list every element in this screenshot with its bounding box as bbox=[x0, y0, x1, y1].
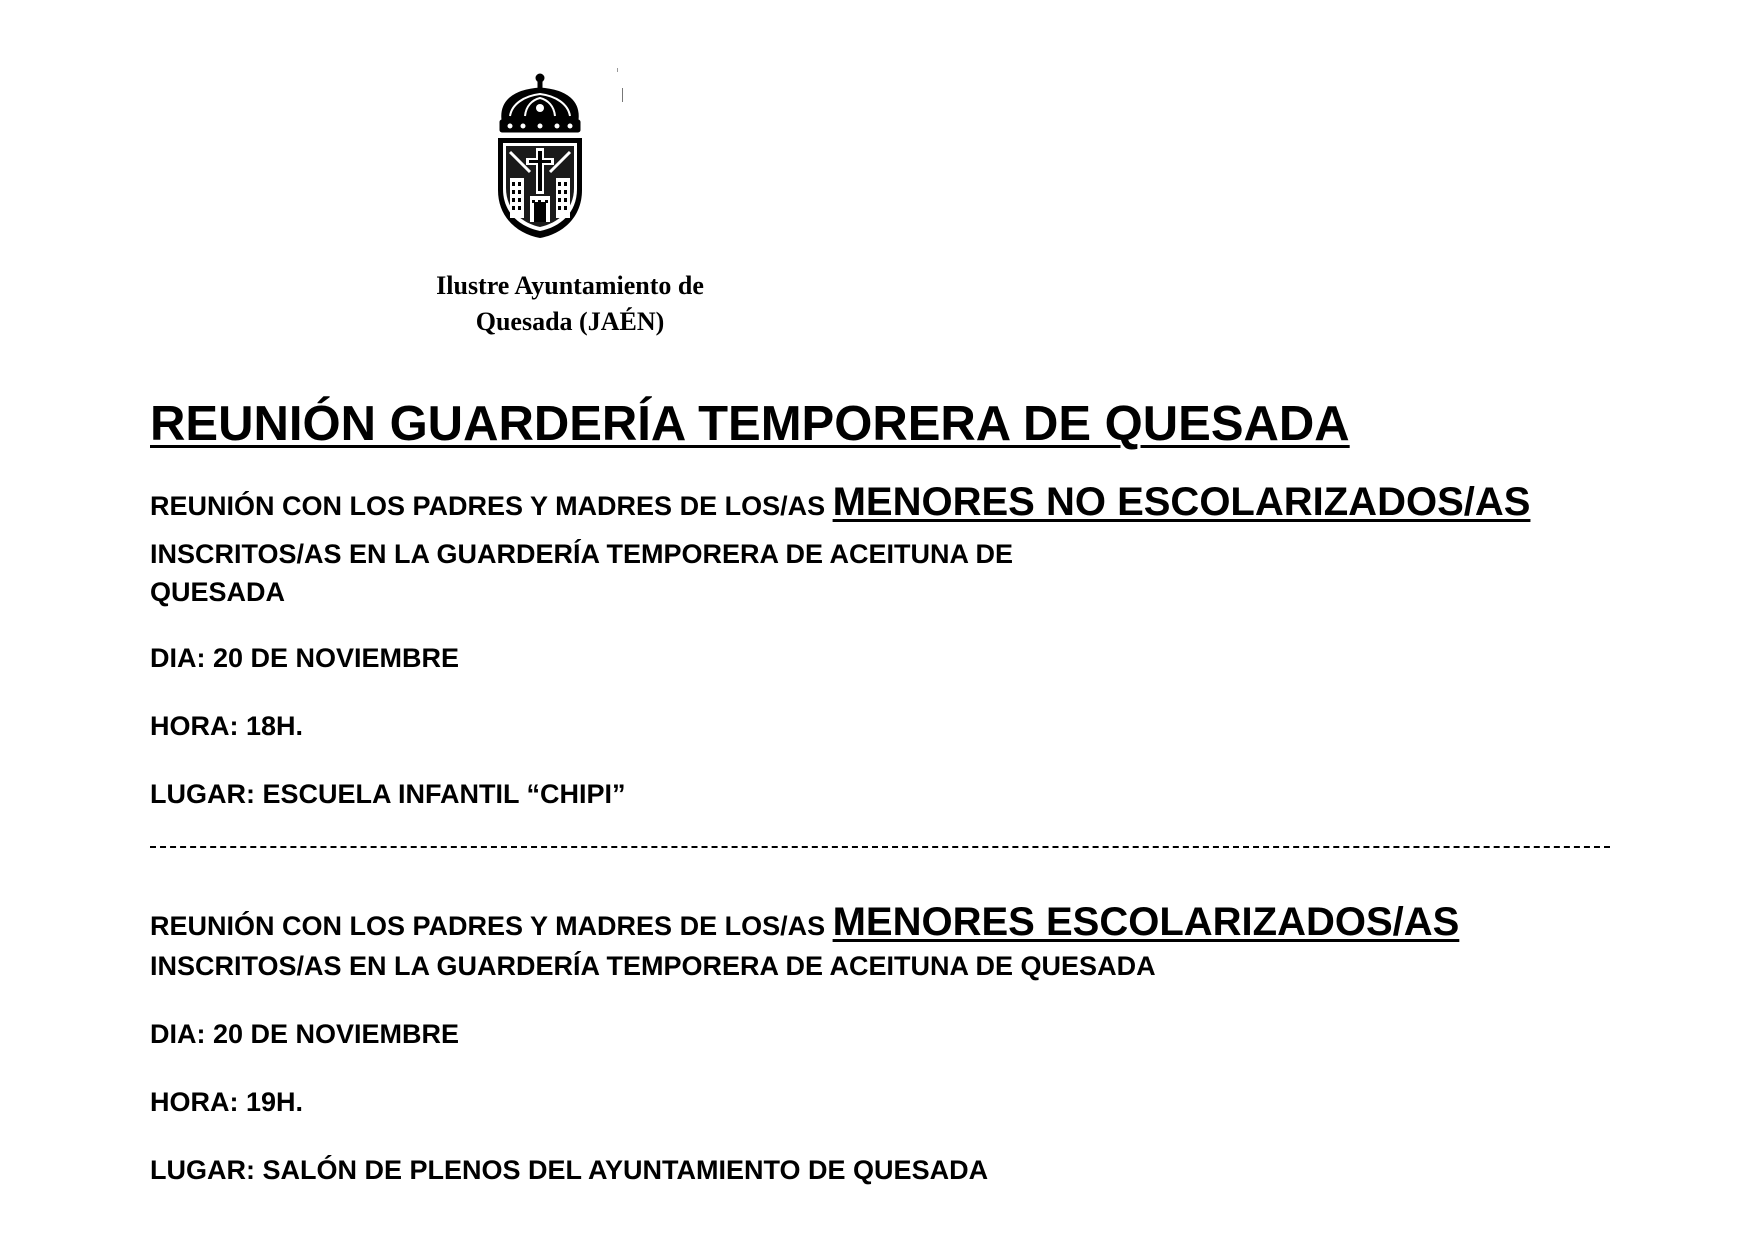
section1-intro: REUNIÓN CON LOS PADRES Y MADRES DE LOS/AS bbox=[150, 491, 833, 521]
institution-line-1: Ilustre Ayuntamiento de bbox=[436, 271, 704, 300]
scan-mark bbox=[617, 68, 618, 72]
section1-hora: HORA: 18H. bbox=[150, 711, 304, 741]
institution-line-2: Quesada (JAÉN) bbox=[475, 307, 665, 336]
section2-hora: HORA: 19H. bbox=[150, 1087, 304, 1117]
section2-intro: REUNIÓN CON LOS PADRES Y MADRES DE LOS/AS bbox=[150, 911, 833, 941]
dashed-separator bbox=[150, 846, 1610, 848]
section2-paragraph bbox=[150, 902, 1610, 946]
section2-dia: DIA: 20 DE NOVIEMBRE bbox=[150, 1019, 460, 1049]
section1-lugar: LUGAR: ESCUELA INFANTIL “CHIPI” bbox=[150, 779, 626, 809]
section2-emphasis: MENORES ESCOLARIZADOS/AS bbox=[832, 900, 1460, 944]
section2-line2: INSCRITOS/AS EN LA GUARDERÍA TEMPORERA DE ACEITUNA DE QUESADA bbox=[150, 951, 1156, 981]
section1-emphasis: MENORES NO ESCOLARIZADOS/AS bbox=[832, 480, 1531, 524]
institution-name bbox=[360, 268, 780, 340]
coat-of-arms-icon bbox=[490, 72, 590, 242]
page-title: REUNIÓN GUARDERÍA TEMPORERA DE QUESADA bbox=[150, 397, 1350, 451]
section1-rest: INSCRITOS/AS EN LA GUARDERÍA TEMPORERA DE ACEITUNA DE bbox=[150, 539, 1014, 569]
section1-paragraph bbox=[150, 478, 1610, 578]
section1-tail: QUESADA bbox=[150, 577, 286, 607]
section2-lugar: LUGAR: SALÓN DE PLENOS DEL AYUNTAMIENTO DE QUESADA bbox=[150, 1155, 989, 1185]
section1-dia: DIA: 20 DE NOVIEMBRE bbox=[150, 643, 460, 673]
scan-mark bbox=[622, 88, 623, 102]
